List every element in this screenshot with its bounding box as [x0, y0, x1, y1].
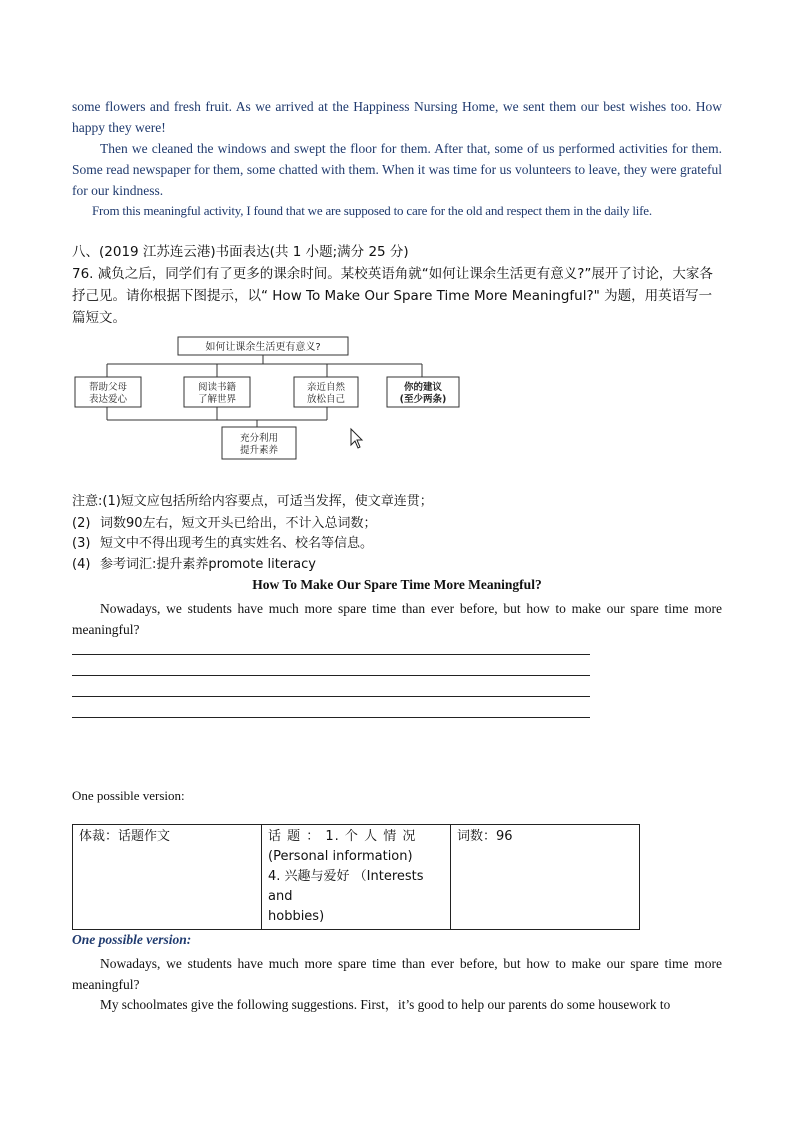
prev-answer-para3: From this meaningful activity, I found that we are supposed to care for the old and respect them in the daily life.: [92, 203, 652, 218]
discussion-diagram: [72, 334, 472, 464]
diagram-bottom-l1: 充分利用: [239, 433, 279, 444]
writing-line[interactable]: [72, 696, 590, 697]
essay-title: How To Make Our Spare Time More Meaningful?: [252, 577, 542, 592]
mouse-cursor-icon: [351, 429, 362, 448]
diagram-box2-l1: 阅读书籍: [197, 382, 237, 393]
diagram-bottom-l2: 提升素养: [239, 445, 279, 456]
note-3: (3) 短文中不得出现考生的真实姓名、校名等信息。: [72, 536, 374, 551]
genre-cell: 体裁：话题作文: [73, 825, 262, 930]
diagram-box3-l1: 亲近自然: [306, 382, 346, 393]
answer-para2: My schoolmates give the following suggestions. First，it’s good to help our parents do some housework to: [100, 997, 671, 1012]
note-4: (4) 参考词汇:提升素养promote literacy: [72, 557, 316, 572]
word-count-cell: 词数：96: [451, 825, 640, 930]
diagram-box4-l2: (至少两条): [399, 394, 447, 405]
essay-opening: Nowadays, we students have much more spare time than ever before, but how to make our spare time more meaningful?: [72, 601, 722, 637]
answer-para1: Nowadays, we students have much more spare time than ever before, but how to make our spare time more meaningful?: [72, 956, 722, 992]
info-table: [72, 824, 640, 930]
prev-answer-line1: some flowers and fresh fruit. As we arrived at the Happiness Nursing Home, we sent them our best wishes too. How happy they were!: [72, 99, 722, 135]
diagram-box4-l1: 你的建议: [403, 382, 443, 393]
section-heading: 八、(2019 江苏连云港)书面表达(共 1 小题;满分 25 分): [72, 244, 409, 260]
prev-answer-para2: Then we cleaned the windows and swept the floor for them. After that, some of us performed activities for them. Some read newspaper for them, some chatted with them. When it was time for us volunteers to leave, they were grateful for our kindness.: [72, 141, 722, 198]
answer-label: One possible version:: [72, 932, 192, 947]
diagram-box1-l2: 表达爱心: [88, 394, 128, 405]
diagram-box3-l2: 放松自己: [306, 394, 346, 405]
topic-cell: 话 题 ： 1. 个 人 情 况 (Personal information) 4. 兴趣与爱好 （Interests and hobbies): [262, 825, 451, 930]
writing-line[interactable]: [72, 717, 590, 718]
diagram-box1-l1: 帮助父母: [88, 382, 128, 393]
note-2: (2) 词数90左右，短文开头已给出，不计入总词数；: [72, 516, 377, 531]
writing-line[interactable]: [72, 654, 590, 655]
diagram-box2-l2: 了解世界: [197, 394, 237, 405]
diagram-top: 如何让课余生活更有意义?: [205, 342, 321, 353]
question-text: 76. 减负之后，同学们有了更多的课余时间。某校英语角就“如何让课余生活更有意义?”展开了讨论，大家各抒己见。请你根据下图提示，以“ How To Make Our Spare Time More Meaningful?" 为题，用英语写一篇短文。: [72, 266, 713, 326]
note-1: 注意:(1)短文应包括所给内容要点，可适当发挥，使文章连贯；: [72, 494, 433, 509]
one-possible-label: One possible version:: [72, 788, 185, 803]
writing-line[interactable]: [72, 675, 590, 676]
